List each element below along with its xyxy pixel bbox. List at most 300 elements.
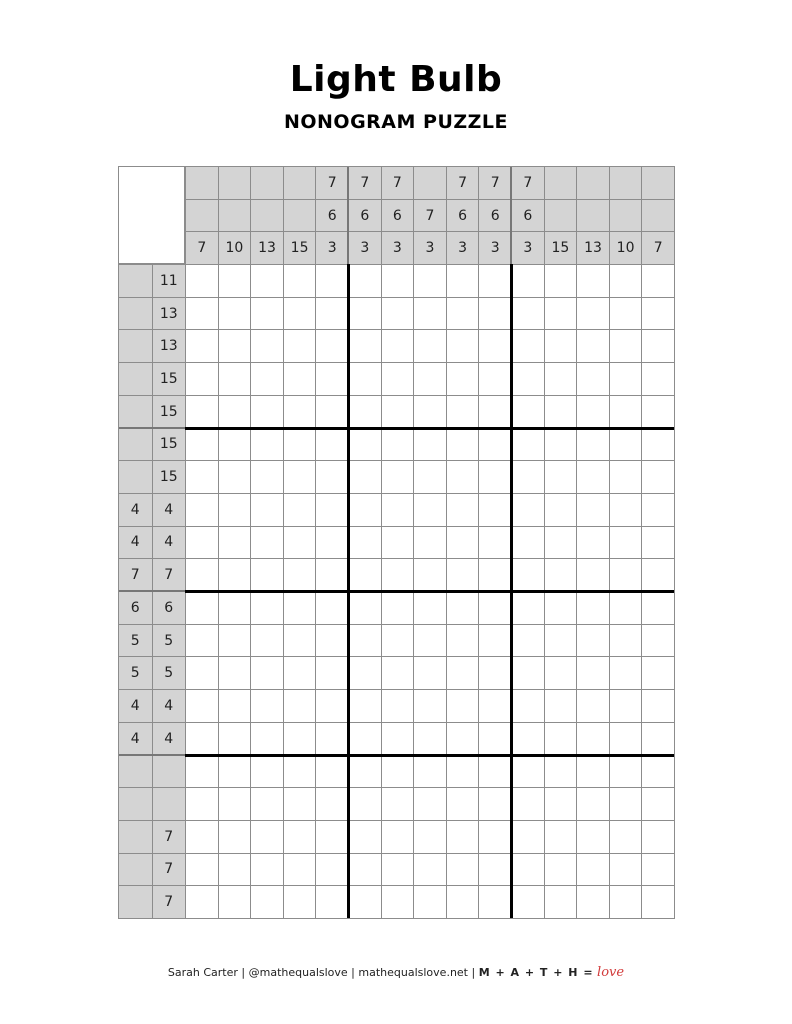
puzzle-cell[interactable] xyxy=(218,656,252,690)
puzzle-cell[interactable] xyxy=(641,656,675,690)
puzzle-cell[interactable] xyxy=(511,689,545,723)
puzzle-cell[interactable] xyxy=(250,395,284,429)
puzzle-cell[interactable] xyxy=(283,264,317,298)
puzzle-cell[interactable] xyxy=(478,885,512,919)
puzzle-cell[interactable] xyxy=(218,264,252,298)
puzzle-cell[interactable] xyxy=(478,591,512,625)
puzzle-cell[interactable] xyxy=(185,558,219,592)
puzzle-cell[interactable] xyxy=(446,395,480,429)
puzzle-cell[interactable] xyxy=(381,297,415,331)
puzzle-cell[interactable] xyxy=(413,460,447,494)
puzzle-cell[interactable] xyxy=(544,460,578,494)
puzzle-cell[interactable] xyxy=(544,428,578,462)
puzzle-cell[interactable] xyxy=(315,395,349,429)
puzzle-cell[interactable] xyxy=(348,787,382,821)
puzzle-cell[interactable] xyxy=(544,591,578,625)
puzzle-cell[interactable] xyxy=(609,362,643,396)
puzzle-cell[interactable] xyxy=(609,722,643,756)
puzzle-cell[interactable] xyxy=(544,820,578,854)
puzzle-cell[interactable] xyxy=(478,329,512,363)
puzzle-cell[interactable] xyxy=(576,264,610,298)
puzzle-cell[interactable] xyxy=(185,755,219,789)
puzzle-cell[interactable] xyxy=(576,297,610,331)
puzzle-cell[interactable] xyxy=(641,493,675,527)
puzzle-cell[interactable] xyxy=(478,689,512,723)
puzzle-cell[interactable] xyxy=(641,689,675,723)
puzzle-cell[interactable] xyxy=(283,428,317,462)
puzzle-cell[interactable] xyxy=(250,329,284,363)
puzzle-cell[interactable] xyxy=(413,493,447,527)
puzzle-cell[interactable] xyxy=(315,624,349,658)
puzzle-cell[interactable] xyxy=(609,329,643,363)
puzzle-cell[interactable] xyxy=(544,362,578,396)
puzzle-cell[interactable] xyxy=(283,460,317,494)
puzzle-cell[interactable] xyxy=(544,395,578,429)
puzzle-cell[interactable] xyxy=(250,624,284,658)
puzzle-cell[interactable] xyxy=(609,428,643,462)
puzzle-cell[interactable] xyxy=(218,820,252,854)
puzzle-cell[interactable] xyxy=(283,558,317,592)
puzzle-cell[interactable] xyxy=(576,787,610,821)
puzzle-cell[interactable] xyxy=(576,885,610,919)
puzzle-cell[interactable] xyxy=(446,493,480,527)
puzzle-cell[interactable] xyxy=(609,853,643,887)
puzzle-cell[interactable] xyxy=(478,787,512,821)
puzzle-cell[interactable] xyxy=(609,264,643,298)
puzzle-cell[interactable] xyxy=(185,428,219,462)
puzzle-cell[interactable] xyxy=(283,722,317,756)
puzzle-cell[interactable] xyxy=(315,820,349,854)
puzzle-cell[interactable] xyxy=(348,329,382,363)
puzzle-cell[interactable] xyxy=(641,624,675,658)
puzzle-cell[interactable] xyxy=(576,689,610,723)
puzzle-cell[interactable] xyxy=(348,853,382,887)
puzzle-cell[interactable] xyxy=(413,755,447,789)
puzzle-cell[interactable] xyxy=(478,853,512,887)
puzzle-cell[interactable] xyxy=(413,428,447,462)
puzzle-cell[interactable] xyxy=(218,689,252,723)
puzzle-cell[interactable] xyxy=(218,526,252,560)
puzzle-cell[interactable] xyxy=(609,460,643,494)
puzzle-cell[interactable] xyxy=(348,526,382,560)
puzzle-cell[interactable] xyxy=(511,493,545,527)
puzzle-cell[interactable] xyxy=(348,656,382,690)
puzzle-cell[interactable] xyxy=(283,755,317,789)
puzzle-cell[interactable] xyxy=(641,526,675,560)
puzzle-cell[interactable] xyxy=(250,591,284,625)
puzzle-cell[interactable] xyxy=(511,755,545,789)
puzzle-cell[interactable] xyxy=(413,264,447,298)
puzzle-cell[interactable] xyxy=(413,558,447,592)
puzzle-cell[interactable] xyxy=(544,558,578,592)
puzzle-cell[interactable] xyxy=(446,329,480,363)
puzzle-cell[interactable] xyxy=(544,624,578,658)
puzzle-cell[interactable] xyxy=(511,722,545,756)
puzzle-cell[interactable] xyxy=(544,656,578,690)
puzzle-cell[interactable] xyxy=(446,558,480,592)
puzzle-cell[interactable] xyxy=(511,591,545,625)
puzzle-cell[interactable] xyxy=(609,297,643,331)
puzzle-cell[interactable] xyxy=(413,329,447,363)
puzzle-cell[interactable] xyxy=(250,460,284,494)
puzzle-cell[interactable] xyxy=(478,624,512,658)
puzzle-cell[interactable] xyxy=(315,787,349,821)
puzzle-cell[interactable] xyxy=(609,493,643,527)
puzzle-cell[interactable] xyxy=(413,526,447,560)
puzzle-cell[interactable] xyxy=(576,362,610,396)
puzzle-cell[interactable] xyxy=(446,460,480,494)
puzzle-cell[interactable] xyxy=(576,624,610,658)
puzzle-cell[interactable] xyxy=(576,526,610,560)
puzzle-cell[interactable] xyxy=(511,853,545,887)
puzzle-cell[interactable] xyxy=(576,722,610,756)
puzzle-cell[interactable] xyxy=(250,885,284,919)
puzzle-cell[interactable] xyxy=(381,624,415,658)
puzzle-cell[interactable] xyxy=(348,722,382,756)
puzzle-cell[interactable] xyxy=(511,264,545,298)
puzzle-cell[interactable] xyxy=(576,395,610,429)
puzzle-cell[interactable] xyxy=(218,558,252,592)
puzzle-cell[interactable] xyxy=(478,526,512,560)
puzzle-cell[interactable] xyxy=(576,755,610,789)
puzzle-cell[interactable] xyxy=(348,264,382,298)
puzzle-cell[interactable] xyxy=(185,395,219,429)
puzzle-cell[interactable] xyxy=(250,787,284,821)
puzzle-cell[interactable] xyxy=(609,787,643,821)
puzzle-cell[interactable] xyxy=(250,264,284,298)
puzzle-cell[interactable] xyxy=(283,297,317,331)
puzzle-cell[interactable] xyxy=(348,885,382,919)
puzzle-cell[interactable] xyxy=(348,624,382,658)
puzzle-cell[interactable] xyxy=(609,820,643,854)
puzzle-cell[interactable] xyxy=(576,656,610,690)
puzzle-cell[interactable] xyxy=(283,329,317,363)
puzzle-cell[interactable] xyxy=(641,591,675,625)
puzzle-cell[interactable] xyxy=(283,885,317,919)
puzzle-cell[interactable] xyxy=(250,493,284,527)
puzzle-cell[interactable] xyxy=(641,853,675,887)
puzzle-cell[interactable] xyxy=(576,591,610,625)
puzzle-cell[interactable] xyxy=(315,362,349,396)
puzzle-cell[interactable] xyxy=(381,558,415,592)
puzzle-cell[interactable] xyxy=(446,264,480,298)
puzzle-cell[interactable] xyxy=(381,591,415,625)
puzzle-cell[interactable] xyxy=(609,526,643,560)
puzzle-cell[interactable] xyxy=(511,395,545,429)
puzzle-cell[interactable] xyxy=(544,329,578,363)
puzzle-cell[interactable] xyxy=(218,624,252,658)
puzzle-cell[interactable] xyxy=(185,591,219,625)
puzzle-cell[interactable] xyxy=(478,493,512,527)
puzzle-cell[interactable] xyxy=(283,362,317,396)
puzzle-cell[interactable] xyxy=(446,689,480,723)
puzzle-cell[interactable] xyxy=(511,558,545,592)
puzzle-cell[interactable] xyxy=(348,362,382,396)
puzzle-cell[interactable] xyxy=(348,591,382,625)
puzzle-cell[interactable] xyxy=(185,689,219,723)
puzzle-cell[interactable] xyxy=(218,885,252,919)
puzzle-cell[interactable] xyxy=(413,297,447,331)
puzzle-cell[interactable] xyxy=(544,297,578,331)
puzzle-cell[interactable] xyxy=(511,428,545,462)
puzzle-cell[interactable] xyxy=(511,460,545,494)
puzzle-cell[interactable] xyxy=(544,853,578,887)
puzzle-cell[interactable] xyxy=(446,853,480,887)
puzzle-cell[interactable] xyxy=(641,722,675,756)
puzzle-cell[interactable] xyxy=(250,526,284,560)
puzzle-cell[interactable] xyxy=(478,722,512,756)
puzzle-cell[interactable] xyxy=(511,624,545,658)
puzzle-cell[interactable] xyxy=(511,526,545,560)
puzzle-cell[interactable] xyxy=(185,656,219,690)
puzzle-cell[interactable] xyxy=(315,264,349,298)
puzzle-cell[interactable] xyxy=(641,264,675,298)
puzzle-cell[interactable] xyxy=(381,362,415,396)
puzzle-cell[interactable] xyxy=(446,624,480,658)
puzzle-cell[interactable] xyxy=(413,362,447,396)
puzzle-cell[interactable] xyxy=(381,460,415,494)
puzzle-cell[interactable] xyxy=(250,820,284,854)
puzzle-cell[interactable] xyxy=(218,591,252,625)
puzzle-cell[interactable] xyxy=(609,624,643,658)
puzzle-cell[interactable] xyxy=(250,656,284,690)
puzzle-cell[interactable] xyxy=(381,755,415,789)
puzzle-cell[interactable] xyxy=(511,362,545,396)
puzzle-cell[interactable] xyxy=(348,460,382,494)
puzzle-cell[interactable] xyxy=(413,787,447,821)
puzzle-cell[interactable] xyxy=(446,755,480,789)
puzzle-cell[interactable] xyxy=(283,656,317,690)
puzzle-cell[interactable] xyxy=(576,493,610,527)
puzzle-cell[interactable] xyxy=(185,264,219,298)
puzzle-cell[interactable] xyxy=(315,460,349,494)
puzzle-cell[interactable] xyxy=(478,820,512,854)
puzzle-cell[interactable] xyxy=(250,428,284,462)
puzzle-cell[interactable] xyxy=(250,722,284,756)
puzzle-cell[interactable] xyxy=(478,428,512,462)
puzzle-cell[interactable] xyxy=(315,297,349,331)
puzzle-cell[interactable] xyxy=(576,329,610,363)
puzzle-cell[interactable] xyxy=(348,820,382,854)
puzzle-cell[interactable] xyxy=(315,591,349,625)
puzzle-cell[interactable] xyxy=(641,428,675,462)
puzzle-cell[interactable] xyxy=(348,395,382,429)
puzzle-cell[interactable] xyxy=(544,722,578,756)
puzzle-cell[interactable] xyxy=(544,755,578,789)
puzzle-cell[interactable] xyxy=(544,885,578,919)
puzzle-cell[interactable] xyxy=(381,428,415,462)
puzzle-cell[interactable] xyxy=(478,362,512,396)
puzzle-cell[interactable] xyxy=(544,526,578,560)
puzzle-cell[interactable] xyxy=(185,885,219,919)
puzzle-cell[interactable] xyxy=(641,755,675,789)
puzzle-cell[interactable] xyxy=(348,428,382,462)
puzzle-cell[interactable] xyxy=(218,395,252,429)
puzzle-cell[interactable] xyxy=(315,689,349,723)
puzzle-cell[interactable] xyxy=(381,329,415,363)
puzzle-cell[interactable] xyxy=(446,885,480,919)
puzzle-cell[interactable] xyxy=(641,329,675,363)
puzzle-cell[interactable] xyxy=(446,820,480,854)
puzzle-cell[interactable] xyxy=(413,656,447,690)
puzzle-cell[interactable] xyxy=(218,329,252,363)
puzzle-cell[interactable] xyxy=(315,526,349,560)
puzzle-cell[interactable] xyxy=(641,460,675,494)
puzzle-cell[interactable] xyxy=(413,395,447,429)
puzzle-cell[interactable] xyxy=(446,428,480,462)
puzzle-cell[interactable] xyxy=(609,885,643,919)
puzzle-cell[interactable] xyxy=(511,820,545,854)
puzzle-cell[interactable] xyxy=(413,624,447,658)
puzzle-cell[interactable] xyxy=(544,787,578,821)
puzzle-cell[interactable] xyxy=(381,493,415,527)
puzzle-cell[interactable] xyxy=(511,885,545,919)
puzzle-cell[interactable] xyxy=(283,624,317,658)
puzzle-cell[interactable] xyxy=(609,395,643,429)
puzzle-cell[interactable] xyxy=(218,460,252,494)
puzzle-cell[interactable] xyxy=(283,853,317,887)
puzzle-cell[interactable] xyxy=(446,722,480,756)
puzzle-cell[interactable] xyxy=(381,395,415,429)
puzzle-cell[interactable] xyxy=(511,787,545,821)
puzzle-cell[interactable] xyxy=(381,787,415,821)
puzzle-cell[interactable] xyxy=(576,558,610,592)
puzzle-cell[interactable] xyxy=(185,297,219,331)
puzzle-cell[interactable] xyxy=(576,428,610,462)
puzzle-cell[interactable] xyxy=(283,591,317,625)
puzzle-cell[interactable] xyxy=(381,885,415,919)
puzzle-cell[interactable] xyxy=(381,689,415,723)
puzzle-cell[interactable] xyxy=(283,493,317,527)
puzzle-cell[interactable] xyxy=(315,722,349,756)
puzzle-cell[interactable] xyxy=(283,395,317,429)
puzzle-cell[interactable] xyxy=(218,722,252,756)
puzzle-cell[interactable] xyxy=(413,853,447,887)
puzzle-cell[interactable] xyxy=(609,755,643,789)
puzzle-cell[interactable] xyxy=(609,656,643,690)
puzzle-cell[interactable] xyxy=(315,329,349,363)
puzzle-cell[interactable] xyxy=(478,264,512,298)
puzzle-cell[interactable] xyxy=(185,820,219,854)
puzzle-cell[interactable] xyxy=(641,395,675,429)
puzzle-cell[interactable] xyxy=(283,689,317,723)
puzzle-cell[interactable] xyxy=(185,787,219,821)
puzzle-cell[interactable] xyxy=(478,558,512,592)
puzzle-cell[interactable] xyxy=(185,460,219,494)
puzzle-cell[interactable] xyxy=(641,362,675,396)
puzzle-cell[interactable] xyxy=(348,755,382,789)
puzzle-cell[interactable] xyxy=(348,297,382,331)
puzzle-cell[interactable] xyxy=(446,297,480,331)
puzzle-cell[interactable] xyxy=(413,722,447,756)
puzzle-cell[interactable] xyxy=(283,820,317,854)
puzzle-cell[interactable] xyxy=(511,656,545,690)
puzzle-cell[interactable] xyxy=(478,297,512,331)
puzzle-cell[interactable] xyxy=(478,460,512,494)
puzzle-cell[interactable] xyxy=(544,689,578,723)
puzzle-cell[interactable] xyxy=(218,853,252,887)
puzzle-cell[interactable] xyxy=(218,297,252,331)
puzzle-cell[interactable] xyxy=(315,755,349,789)
puzzle-cell[interactable] xyxy=(218,428,252,462)
puzzle-cell[interactable] xyxy=(576,460,610,494)
puzzle-cell[interactable] xyxy=(315,656,349,690)
puzzle-cell[interactable] xyxy=(446,656,480,690)
puzzle-cell[interactable] xyxy=(413,689,447,723)
puzzle-cell[interactable] xyxy=(381,722,415,756)
puzzle-cell[interactable] xyxy=(381,656,415,690)
puzzle-cell[interactable] xyxy=(544,493,578,527)
puzzle-cell[interactable] xyxy=(511,297,545,331)
puzzle-cell[interactable] xyxy=(446,362,480,396)
puzzle-cell[interactable] xyxy=(413,820,447,854)
puzzle-cell[interactable] xyxy=(348,558,382,592)
puzzle-cell[interactable] xyxy=(641,297,675,331)
puzzle-cell[interactable] xyxy=(315,885,349,919)
puzzle-cell[interactable] xyxy=(185,722,219,756)
puzzle-cell[interactable] xyxy=(218,787,252,821)
puzzle-cell[interactable] xyxy=(609,558,643,592)
puzzle-cell[interactable] xyxy=(413,591,447,625)
puzzle-cell[interactable] xyxy=(413,885,447,919)
puzzle-cell[interactable] xyxy=(511,329,545,363)
puzzle-cell[interactable] xyxy=(348,689,382,723)
puzzle-cell[interactable] xyxy=(218,362,252,396)
puzzle-cell[interactable] xyxy=(446,591,480,625)
puzzle-cell[interactable] xyxy=(250,297,284,331)
puzzle-cell[interactable] xyxy=(283,526,317,560)
puzzle-cell[interactable] xyxy=(641,787,675,821)
puzzle-cell[interactable] xyxy=(250,689,284,723)
puzzle-cell[interactable] xyxy=(315,853,349,887)
puzzle-cell[interactable] xyxy=(381,853,415,887)
puzzle-cell[interactable] xyxy=(478,656,512,690)
puzzle-cell[interactable] xyxy=(315,558,349,592)
puzzle-cell[interactable] xyxy=(641,820,675,854)
puzzle-cell[interactable] xyxy=(185,624,219,658)
puzzle-cell[interactable] xyxy=(446,787,480,821)
puzzle-cell[interactable] xyxy=(185,526,219,560)
puzzle-cell[interactable] xyxy=(641,885,675,919)
puzzle-cell[interactable] xyxy=(185,362,219,396)
puzzle-cell[interactable] xyxy=(544,264,578,298)
puzzle-cell[interactable] xyxy=(250,755,284,789)
puzzle-cell[interactable] xyxy=(348,493,382,527)
puzzle-cell[interactable] xyxy=(609,689,643,723)
puzzle-cell[interactable] xyxy=(478,395,512,429)
puzzle-cell[interactable] xyxy=(250,853,284,887)
puzzle-cell[interactable] xyxy=(381,264,415,298)
puzzle-cell[interactable] xyxy=(250,558,284,592)
puzzle-cell[interactable] xyxy=(576,820,610,854)
puzzle-cell[interactable] xyxy=(478,755,512,789)
puzzle-cell[interactable] xyxy=(283,787,317,821)
puzzle-cell[interactable] xyxy=(185,329,219,363)
puzzle-cell[interactable] xyxy=(185,493,219,527)
puzzle-cell[interactable] xyxy=(609,591,643,625)
puzzle-cell[interactable] xyxy=(381,820,415,854)
puzzle-cell[interactable] xyxy=(576,853,610,887)
puzzle-cell[interactable] xyxy=(315,493,349,527)
puzzle-cell[interactable] xyxy=(218,493,252,527)
puzzle-cell[interactable] xyxy=(250,362,284,396)
puzzle-cell[interactable] xyxy=(381,526,415,560)
puzzle-cell[interactable] xyxy=(185,853,219,887)
puzzle-cell[interactable] xyxy=(218,755,252,789)
puzzle-cell[interactable] xyxy=(446,526,480,560)
puzzle-cell[interactable] xyxy=(641,558,675,592)
puzzle-cell[interactable] xyxy=(315,428,349,462)
